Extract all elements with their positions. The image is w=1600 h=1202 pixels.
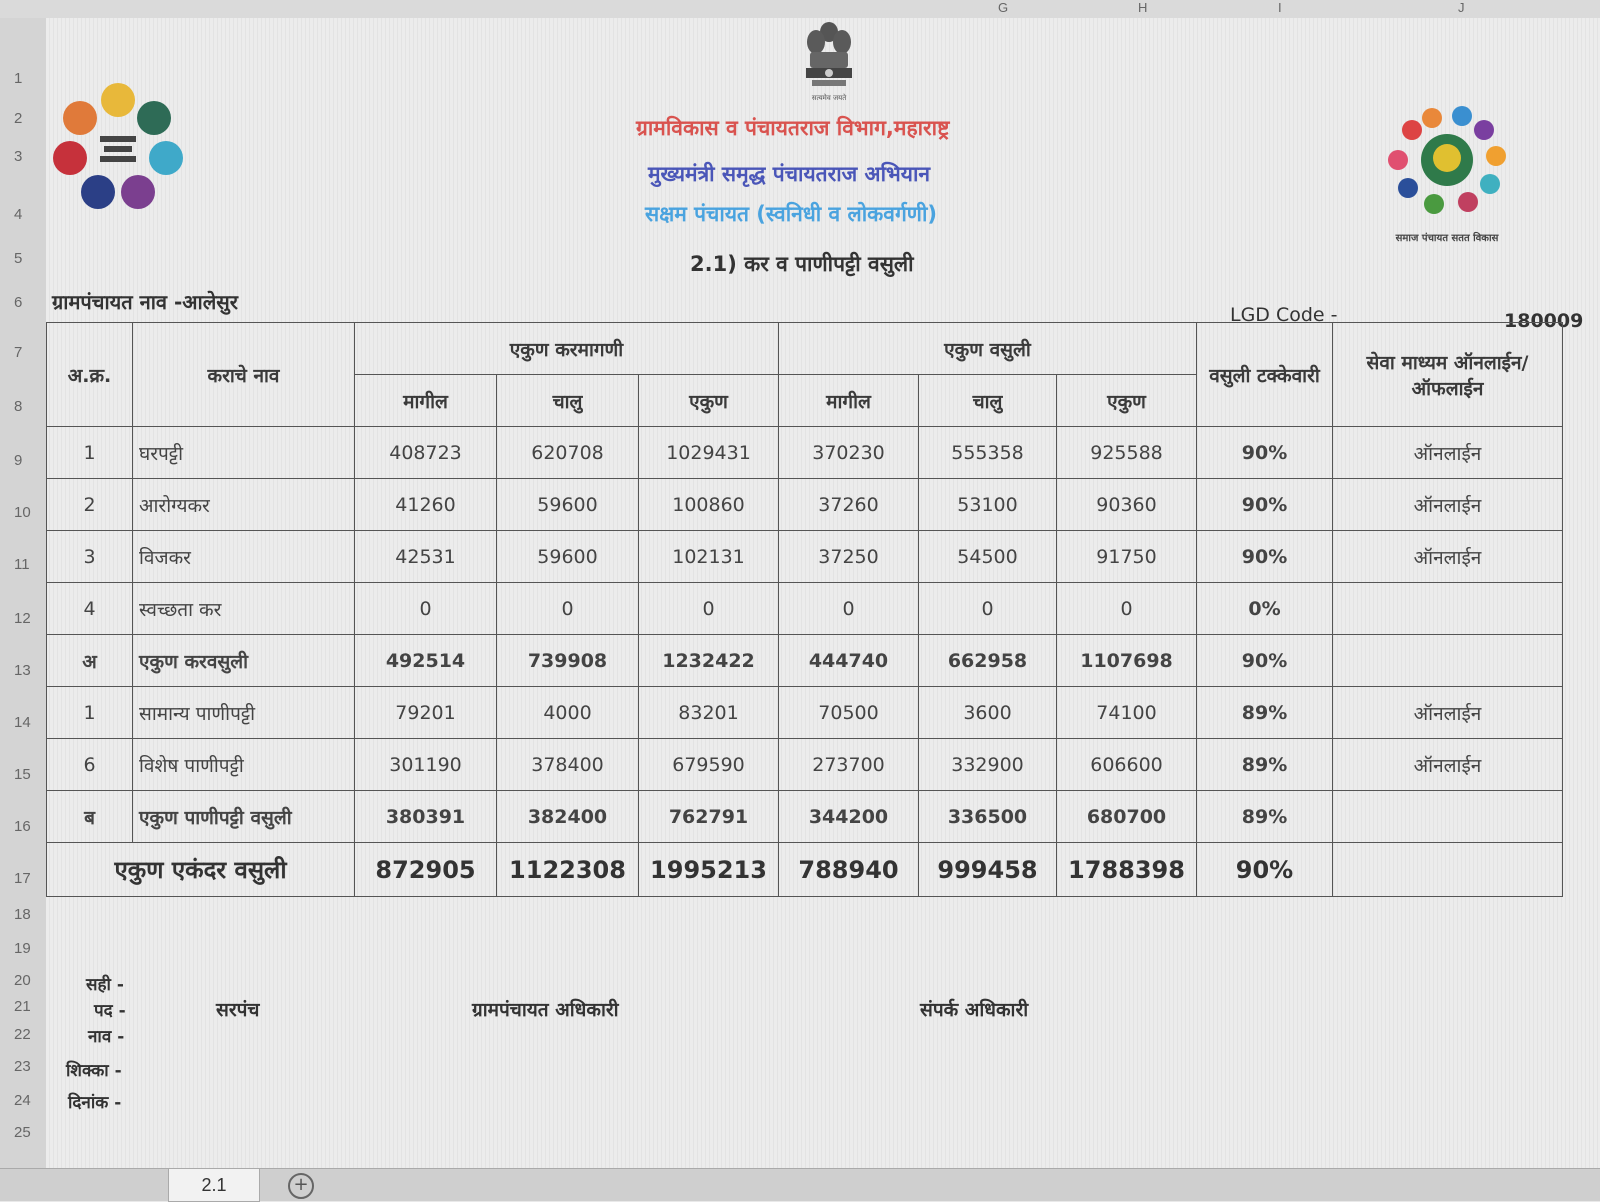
cell-demand-previous[interactable]: 380391 [355, 791, 497, 843]
grand-total-demand-current[interactable]: 1122308 [497, 843, 639, 897]
cell-recovery-percent[interactable]: 90% [1197, 479, 1333, 531]
row-number[interactable]: 14 [14, 714, 31, 731]
subheader-demand-current: चालु [497, 375, 639, 427]
row-number[interactable]: 23 [14, 1058, 31, 1075]
row-number[interactable]: 11 [14, 556, 30, 573]
grand-total-label[interactable]: एकुण एकंदर वसुली [47, 843, 355, 897]
cell-sr-no[interactable]: ब [47, 791, 133, 843]
date-label: दिनांक - [68, 1093, 122, 1113]
add-sheet-icon[interactable]: + [288, 1173, 314, 1199]
sheet-tab-2-1[interactable]: 2.1 [168, 1169, 260, 1202]
emblem-caption: सत्यमेव जयते [811, 94, 847, 102]
grand-total-demand-previous[interactable]: 872905 [355, 843, 497, 897]
row-number[interactable]: 7 [14, 344, 23, 361]
cell-recovery-current[interactable]: 3600 [919, 687, 1057, 739]
sarpanch-label: सरपंच [216, 999, 260, 1021]
cell-demand-previous[interactable]: 79201 [355, 687, 497, 739]
campaign-logo-left-icon [48, 80, 188, 220]
row-number[interactable]: 8 [14, 398, 23, 415]
cell-recovery-current[interactable]: 662958 [919, 635, 1057, 687]
table-row [47, 479, 1563, 531]
cell-service-mode[interactable]: ऑनलाईन [1333, 479, 1563, 531]
row-number[interactable]: 24 [14, 1092, 31, 1109]
cell-demand-total[interactable]: 1232422 [639, 635, 779, 687]
row-number[interactable]: 9 [14, 452, 23, 469]
cell-service-mode[interactable]: ऑनलाईन [1333, 427, 1563, 479]
column-header-j[interactable]: J [1458, 0, 1465, 15]
grand-total-recovery-current[interactable]: 999458 [919, 843, 1057, 897]
grand-total-recovery-previous[interactable]: 788940 [779, 843, 919, 897]
stamp-label: शिक्का - [66, 1061, 122, 1081]
cell-demand-previous[interactable]: 301190 [355, 739, 497, 791]
cell-service-mode[interactable]: ऑनलाईन [1333, 739, 1563, 791]
row-number[interactable]: 2 [14, 110, 23, 127]
row-number[interactable]: 22 [14, 1026, 31, 1043]
header-total-recovery: एकुण वसुली [779, 323, 1197, 375]
row-number[interactable]: 25 [14, 1124, 31, 1141]
header-recovery-percent: वसुली टक्केवारी [1197, 323, 1333, 427]
cell-service-mode[interactable] [1333, 583, 1563, 635]
subheader-demand-total: एकुण [639, 375, 779, 427]
cell-tax-name[interactable]: सामान्य पाणीपट्टी [133, 687, 355, 739]
cell-demand-previous[interactable]: 492514 [355, 635, 497, 687]
cell-tax-name[interactable]: एकुण पाणीपट्टी वसुली [133, 791, 355, 843]
cell-recovery-total[interactable]: 925588 [1057, 427, 1197, 479]
cell-demand-current[interactable]: 739908 [497, 635, 639, 687]
cell-sr-no[interactable]: 6 [47, 739, 133, 791]
cell-recovery-previous[interactable]: 37260 [779, 479, 919, 531]
cell-tax-name[interactable]: विशेष पाणीपट्टी [133, 739, 355, 791]
grand-total-service-mode[interactable] [1333, 843, 1563, 897]
column-header-g[interactable]: G [998, 0, 1009, 15]
cell-demand-current[interactable]: 382400 [497, 791, 639, 843]
table-row [47, 687, 1563, 739]
cell-sr-no[interactable]: 2 [47, 479, 133, 531]
header-sr-no: अ.क्र. [47, 323, 133, 427]
cell-tax-name[interactable]: घरपट्टी [133, 427, 355, 479]
header-tax-name: कराचे नाव [133, 323, 355, 427]
cell-demand-previous[interactable]: 0 [355, 583, 497, 635]
cell-demand-current[interactable]: 4000 [497, 687, 639, 739]
cell-recovery-previous[interactable]: 370230 [779, 427, 919, 479]
cell-sr-no[interactable]: 1 [47, 687, 133, 739]
column-header-i[interactable]: I [1278, 0, 1282, 15]
cell-demand-total[interactable]: 762791 [639, 791, 779, 843]
row-number[interactable]: 17 [14, 870, 31, 887]
lgd-code-value: 180009 [1504, 310, 1584, 332]
cell-demand-total[interactable]: 0 [639, 583, 779, 635]
row-number[interactable]: 10 [14, 504, 31, 521]
cell-demand-previous[interactable]: 41260 [355, 479, 497, 531]
subheader-recovery-previous: मागील [779, 375, 919, 427]
row-number[interactable]: 12 [14, 610, 31, 627]
cell-recovery-current[interactable]: 0 [919, 583, 1057, 635]
cell-recovery-total[interactable]: 74100 [1057, 687, 1197, 739]
cell-recovery-total[interactable]: 90360 [1057, 479, 1197, 531]
cell-recovery-current[interactable]: 336500 [919, 791, 1057, 843]
row-number[interactable]: 21 [14, 998, 31, 1015]
cell-sr-no[interactable]: 4 [47, 583, 133, 635]
table-row [47, 427, 1563, 479]
grand-total-demand-total[interactable]: 1995213 [639, 843, 779, 897]
cell-sr-no[interactable]: 3 [47, 531, 133, 583]
row-number[interactable]: 1 [14, 70, 23, 87]
header-total-demand: एकुण करमागणी [355, 323, 779, 375]
cell-recovery-total[interactable]: 0 [1057, 583, 1197, 635]
cell-recovery-previous[interactable]: 273700 [779, 739, 919, 791]
cell-demand-total[interactable]: 83201 [639, 687, 779, 739]
cell-recovery-percent[interactable]: 0% [1197, 583, 1333, 635]
cell-tax-name[interactable]: विजकर [133, 531, 355, 583]
cell-recovery-previous[interactable]: 344200 [779, 791, 919, 843]
signature-label: सही - [86, 975, 124, 995]
cell-demand-total[interactable]: 679590 [639, 739, 779, 791]
cell-service-mode[interactable] [1333, 635, 1563, 687]
cell-recovery-current[interactable]: 53100 [919, 479, 1057, 531]
cell-demand-total[interactable]: 102131 [639, 531, 779, 583]
cell-recovery-total[interactable]: 606600 [1057, 739, 1197, 791]
cell-recovery-total[interactable]: 680700 [1057, 791, 1197, 843]
cell-recovery-percent[interactable]: 90% [1197, 427, 1333, 479]
cell-demand-current[interactable]: 0 [497, 583, 639, 635]
row-number[interactable]: 16 [14, 818, 31, 835]
subheader-recovery-current: चालु [919, 375, 1057, 427]
sheet-tab-bar [0, 1168, 1600, 1201]
subheader-recovery-total: एकुण [1057, 375, 1197, 427]
cell-demand-previous[interactable]: 408723 [355, 427, 497, 479]
cell-recovery-current[interactable]: 54500 [919, 531, 1057, 583]
cell-recovery-previous[interactable]: 37250 [779, 531, 919, 583]
cell-recovery-percent[interactable]: 89% [1197, 687, 1333, 739]
name-label: नाव - [88, 1027, 125, 1047]
cell-demand-current[interactable]: 620708 [497, 427, 639, 479]
department-title: ग्रामविकास व पंचायतराज विभाग,महाराष्ट्र [636, 116, 950, 140]
grand-total-recovery-total[interactable]: 1788398 [1057, 843, 1197, 897]
cell-recovery-total[interactable]: 1107698 [1057, 635, 1197, 687]
table-row [47, 531, 1563, 583]
column-header-bar [0, 0, 1600, 19]
grand-total-percent[interactable]: 90% [1197, 843, 1333, 897]
table-body [47, 427, 1563, 843]
table-row [47, 739, 1563, 791]
cell-recovery-percent[interactable]: 89% [1197, 791, 1333, 843]
table-row [47, 583, 1563, 635]
contact-officer-label: संपर्क अधिकारी [920, 999, 1029, 1021]
cell-recovery-percent[interactable]: 89% [1197, 739, 1333, 791]
row-number[interactable]: 13 [14, 662, 31, 679]
cell-demand-current[interactable]: 378400 [497, 739, 639, 791]
right-logo-caption: समाज पंचायत सतत विकास [1395, 233, 1499, 244]
gram-panchayat-name: ग्रामपंचायत नाव -आलेसुर [52, 290, 238, 314]
campaign-title: मुख्यमंत्री समृद्ध पंचायतराज अभियान [648, 162, 931, 186]
cell-recovery-current[interactable]: 332900 [919, 739, 1057, 791]
lgd-code-label: LGD Code - [1230, 304, 1338, 326]
subtotal-row [47, 791, 1563, 843]
cell-recovery-previous[interactable]: 70500 [779, 687, 919, 739]
cell-service-mode[interactable]: ऑनलाईन [1333, 531, 1563, 583]
cell-tax-name[interactable]: एकुण करवसुली [133, 635, 355, 687]
cell-recovery-current[interactable]: 555358 [919, 427, 1057, 479]
row-number[interactable]: 6 [14, 294, 23, 311]
row-number[interactable]: 15 [14, 766, 31, 783]
sustainable-panchayat-logo-icon [1372, 100, 1522, 250]
cell-sr-no[interactable]: 1 [47, 427, 133, 479]
column-header-h[interactable]: H [1138, 0, 1148, 15]
cell-tax-name[interactable]: आरोग्यकर [133, 479, 355, 531]
cell-demand-previous[interactable]: 42531 [355, 531, 497, 583]
subtotal-row [47, 635, 1563, 687]
cell-recovery-total[interactable]: 91750 [1057, 531, 1197, 583]
cell-demand-current[interactable]: 59600 [497, 531, 639, 583]
post-label: पद - [94, 1001, 126, 1021]
row-number[interactable]: 19 [14, 940, 31, 957]
row-number[interactable]: 3 [14, 148, 23, 165]
cell-service-mode[interactable]: ऑनलाईन [1333, 687, 1563, 739]
cell-recovery-previous[interactable]: 444740 [779, 635, 919, 687]
row-number[interactable]: 18 [14, 906, 31, 923]
cell-tax-name[interactable]: स्वच्छता कर [133, 583, 355, 635]
cell-sr-no[interactable]: अ [47, 635, 133, 687]
section-title: 2.1) कर व पाणीपट्टी वसुली [690, 252, 914, 276]
state-emblem-icon [800, 18, 858, 108]
subheader-demand-previous: मागील [355, 375, 497, 427]
subtitle: सक्षम पंचायत (स्वनिधी व लोकवर्गणी) [645, 202, 937, 226]
cell-demand-current[interactable]: 59600 [497, 479, 639, 531]
row-number[interactable]: 4 [14, 206, 23, 223]
cell-demand-total[interactable]: 1029431 [639, 427, 779, 479]
row-number[interactable]: 5 [14, 250, 23, 267]
cell-recovery-percent[interactable]: 90% [1197, 635, 1333, 687]
gp-officer-label: ग्रामपंचायत अधिकारी [472, 999, 619, 1021]
cell-recovery-percent[interactable]: 90% [1197, 531, 1333, 583]
header-service-mode: सेवा माध्यम ऑनलाईन/ऑफलाईन [1333, 323, 1563, 427]
tax-recovery-table [46, 322, 1563, 897]
cell-service-mode[interactable] [1333, 791, 1563, 843]
row-header-bar [0, 18, 47, 1168]
cell-demand-total[interactable]: 100860 [639, 479, 779, 531]
row-number[interactable]: 20 [14, 972, 31, 989]
cell-recovery-previous[interactable]: 0 [779, 583, 919, 635]
